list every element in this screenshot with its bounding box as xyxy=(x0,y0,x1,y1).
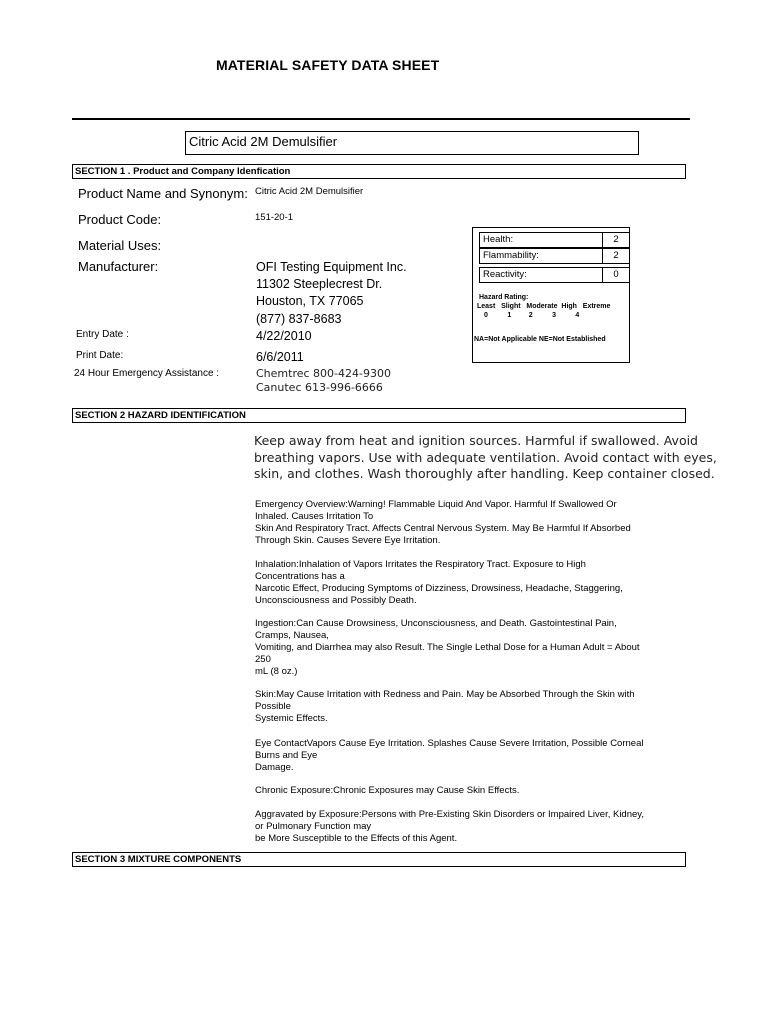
entry-date-label: Entry Date : xyxy=(76,329,129,340)
manufacturer-street: 11302 Steeplecrest Dr. xyxy=(256,277,383,291)
product-name-heading: Citric Acid 2M Demulsifier xyxy=(189,134,338,149)
reactivity-label: Reactivity: xyxy=(479,267,603,283)
hazard-flammability-row xyxy=(479,248,630,264)
skin-paragraph: Skin:May Cause Irritation with Redness and Pain. May be Absorbed Through the Skin with Possible Systemic Effects. xyxy=(255,689,635,724)
inhalation-paragraph: Inhalation:Inhalation of Vapors Irritates the Respiratory Tract. Exposure to High Concentrations has a Narcotic Effect, Producing Symptoms of Dizziness, Drowsiness, Headache, Staggering, Unconsciousness and Possibly Death. xyxy=(255,559,623,606)
document-title: MATERIAL SAFETY DATA SHEET xyxy=(216,57,440,73)
handwritten-line-1: Keep away from heat and ignition sources. Harmful if swallowed. Avoid xyxy=(254,433,698,448)
hazard-na-note: NA=Not Applicable NE=Not Established xyxy=(474,336,606,343)
manufacturer-name: OFI Testing Equipment Inc. xyxy=(256,260,407,274)
eye-contact-paragraph: Eye ContactVapors Cause Eye Irritation. Splashes Cause Severe Irritation, Possible Corneal Burns and Eye Damage. xyxy=(255,738,644,773)
emergency-chemtrec: Chemtrec 800-424-9300 xyxy=(256,367,391,380)
print-date-label: Print Date: xyxy=(76,350,124,361)
product-code-label: Product Code: xyxy=(78,212,162,227)
health-label: Health: xyxy=(479,232,603,248)
health-value: 2 xyxy=(603,232,630,248)
flammability-value: 2 xyxy=(603,248,630,264)
emergency-label: 24 Hour Emergency Assistance : xyxy=(74,368,220,379)
hazard-reactivity-row xyxy=(479,267,630,283)
flammability-label: Flammability: xyxy=(479,248,603,264)
print-date-value: 6/6/2011 xyxy=(256,350,304,364)
handwritten-line-2: breathing vapors. Use with adequate ventilation. Avoid contact with eyes, xyxy=(254,450,717,465)
manufacturer-label: Manufacturer: xyxy=(78,259,159,274)
section3-title: SECTION 3 MIXTURE COMPONENTS xyxy=(75,854,242,865)
handwritten-line-3: skin, and clothes. Wash thoroughly after handling. Keep container closed. xyxy=(254,466,715,481)
product-name-value: Citric Acid 2M Demulsifier xyxy=(255,186,364,197)
hazard-rating-title: Hazard Rating: xyxy=(479,294,529,301)
section1-title: SECTION 1 . Product and Company Idenfication xyxy=(75,166,291,177)
aggravated-paragraph: Aggravated by Exposure:Persons with Pre-Existing Skin Disorders or Impaired Liver, Kidney, or Pulmonary Function may be More Susceptible to the Effects of this Agent. xyxy=(255,809,644,844)
material-uses-label: Material Uses: xyxy=(78,238,162,253)
emergency-canutec: Canutec 613-996-6666 xyxy=(256,381,383,394)
section2-title: SECTION 2 HAZARD IDENTIFICATION xyxy=(75,410,246,421)
manufacturer-phone: (877) 837-8683 xyxy=(256,312,342,326)
product-name-label: Product Name and Synonym: xyxy=(78,186,248,201)
manufacturer-city: Houston, TX 77065 xyxy=(256,294,364,308)
emergency-overview-paragraph: Emergency Overview:Warning! Flammable Liquid And Vapor. Harmful If Swallowed Or Inhaled. Causes Irritation To Skin And Respiratory Tract. Affects Central Nervous System. May Be Harmful If Absorbed Through Skin. Causes Severe Eye Irritation. xyxy=(255,499,631,546)
ingestion-paragraph: Ingestion:Can Cause Drowsiness, Unconsciousness, and Death. Gastointestinal Pain, Cramps, Nausea, Vomiting, and Diarrhea may also Result. The Single Lethal Dose for a Human Adult = About 250 mL (8 oz.) xyxy=(255,618,640,677)
chronic-exposure-paragraph: Chronic Exposure:Chronic Exposures may Cause Skin Effects. xyxy=(255,785,520,796)
product-code-value: 151-20-1 xyxy=(255,212,294,223)
hazard-rating-numbers: 0 1 2 3 4 xyxy=(484,312,580,319)
entry-date-value: 4/22/2010 xyxy=(256,329,312,343)
title-divider xyxy=(72,118,690,120)
reactivity-value: 0 xyxy=(603,267,630,283)
hazard-health-row xyxy=(479,232,630,248)
hazard-rating-scale: Least Slight Moderate High Extreme xyxy=(477,303,611,310)
